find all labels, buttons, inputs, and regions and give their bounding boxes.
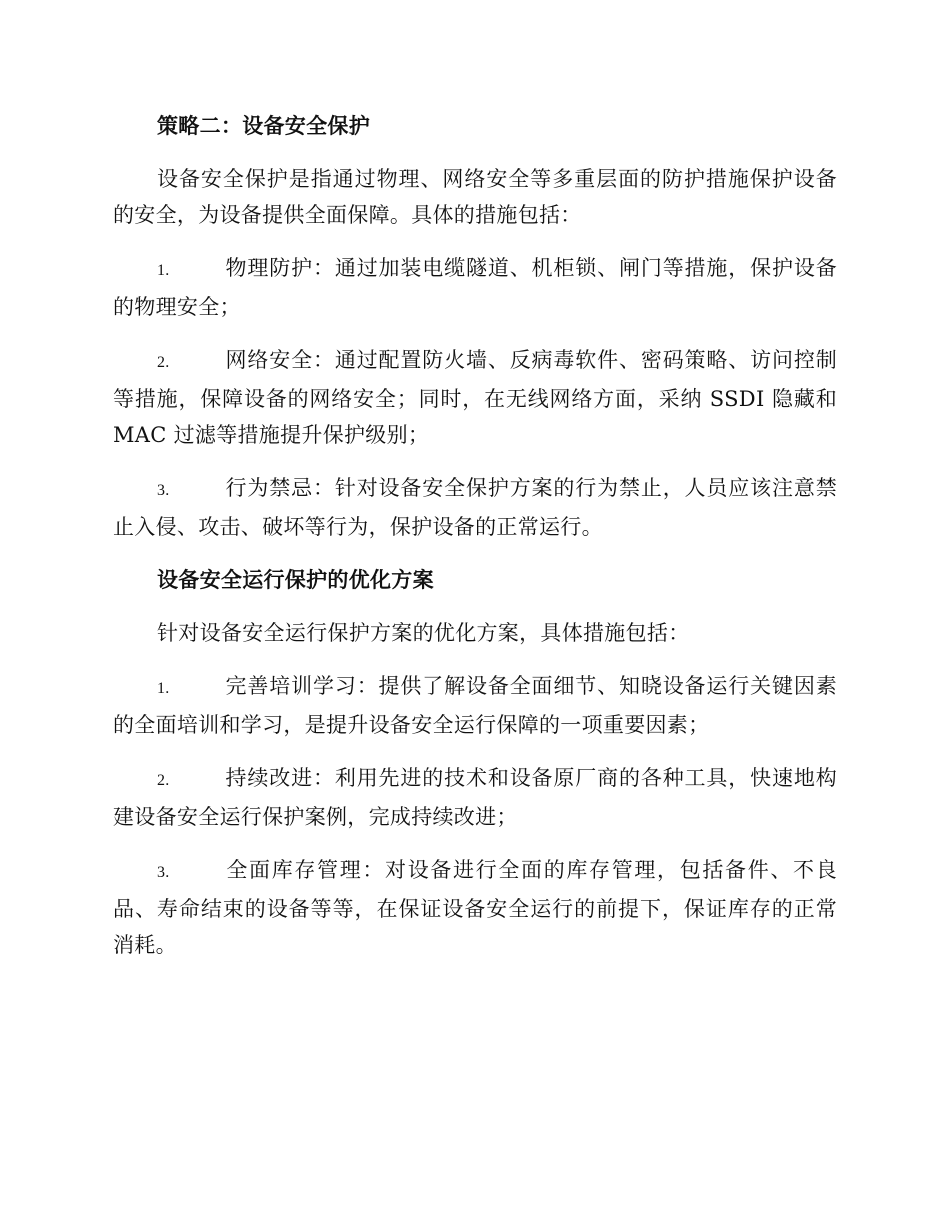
list-item (113, 852, 837, 963)
section-heading-strategy-two: 策略二：设备安全保护 (157, 113, 370, 138)
document-body (113, 108, 837, 980)
list-item (113, 470, 837, 545)
list-item (113, 250, 837, 325)
list-item-text: 行为禁忌：针对设备安全保护方案的行为禁止，人员应该注意禁止入侵、攻击、破坏等行为，保护设备的正常运行。 (113, 476, 837, 539)
list-item-text: 物理防护：通过加装电缆隧道、机柜锁、闸门等措施，保护设备的物理安全； (113, 256, 837, 319)
list-item-number: 1. (157, 680, 170, 697)
list-item-text: 完善培训学习：提供了解设备全面细节、知晓设备运行关键因素的全面培训和学习，是提升设备安全运行保障的一项重要因素； (113, 674, 837, 737)
list-item (113, 668, 837, 743)
section-intro-paragraph: 设备安全保护是指通过物理、网络安全等多重层面的防护措施保护设备的安全，为设备提供全面保障。具体的措施包括： (113, 167, 837, 227)
list-item-number: 3. (157, 864, 170, 881)
section-heading-optimization: 设备安全运行保护的优化方案 (157, 567, 434, 592)
list-item-text: 网络安全：通过配置防火墙、反病毒软件、密码策略、访问控制等措施，保障设备的网络安全；同时，在无线网络方面，采纳 SSDI 隐藏和 MAC 过滤等措施提升保护级别； (113, 348, 837, 447)
list-item-number: 1. (157, 262, 170, 279)
section-intro-paragraph: 针对设备安全运行保护方案的优化方案，具体措施包括： (157, 621, 690, 645)
list-item-text: 全面库存管理：对设备进行全面的库存管理，包括备件、不良品、寿命结束的设备等等，在保证设备安全运行的前提下，保证库存的正常消耗。 (113, 858, 837, 957)
list-item-text: 持续改进：利用先进的技术和设备原厂商的各种工具，快速地构建设备安全运行保护案例，完成持续改进； (113, 766, 837, 829)
list-item (113, 760, 837, 835)
list-item-number: 3. (157, 482, 170, 499)
list-item-number: 2. (157, 772, 170, 789)
list-item (113, 342, 837, 453)
list-item-number: 2. (157, 354, 170, 371)
